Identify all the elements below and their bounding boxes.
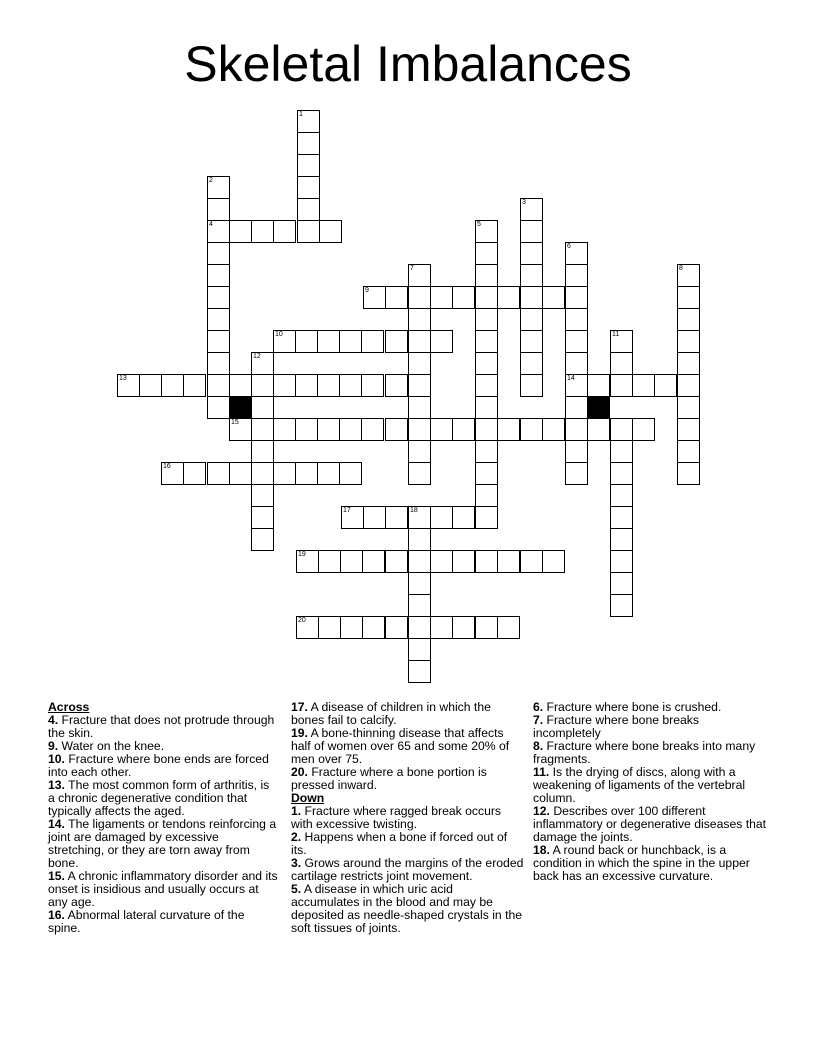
crossword-cell[interactable] [565,374,588,397]
crossword-cell[interactable] [317,330,340,353]
crossword-cell[interactable] [297,176,320,199]
crossword-cell[interactable] [408,594,431,617]
crossword-cell[interactable] [139,374,162,397]
crossword-cell[interactable] [207,198,230,221]
crossword-cell[interactable] [362,550,385,573]
clue-item-number: 16. [48,908,65,922]
crossword-cell[interactable] [542,550,565,573]
crossword-cell[interactable] [385,330,408,353]
crossword-cell[interactable] [677,440,700,463]
crossword-cell[interactable] [408,550,431,573]
crossword-cell[interactable] [207,330,230,353]
black-square [229,396,252,419]
crossword-cell[interactable] [297,110,320,133]
crossword-cell[interactable] [565,286,588,309]
crossword-cell[interactable] [475,616,498,639]
crossword-cell[interactable] [340,616,363,639]
crossword-cell[interactable] [273,418,296,441]
crossword-cell[interactable] [475,396,498,419]
crossword-cell[interactable] [295,418,318,441]
crossword-cell[interactable] [207,308,230,331]
page-title: Skeletal Imbalances [184,36,632,92]
clue-item-number: 6. [533,700,544,714]
crossword-cell[interactable] [318,550,341,573]
crossword-cell[interactable] [520,352,543,375]
crossword-cell[interactable] [520,550,543,573]
crossword-cell[interactable] [677,374,700,397]
crossword-cell[interactable] [497,550,520,573]
clue-item-number: 9. [48,739,59,753]
clue-item-text: Happens when a bone if forced out of its. [291,830,508,857]
clue-number: 5 [477,221,481,228]
clue-number: 14 [567,375,575,382]
clue-number: 8 [679,265,683,272]
crossword-cell[interactable] [317,462,340,485]
crossword-cell[interactable] [251,418,274,441]
crossword-cell[interactable] [161,462,184,485]
clue-item-number: 11. [533,765,550,779]
clue-item-number: 17. [291,700,308,714]
crossword-cell[interactable] [610,440,633,463]
crossword-cell[interactable] [362,616,385,639]
clue-number: 18 [410,507,418,514]
crossword-cell[interactable] [408,352,431,375]
clue-number: 1 [299,111,303,118]
clue-item [291,766,524,792]
clue-item-text: A round back or hunchback, is a condition in which the spine in the upper back has an excessive curvature. [533,843,750,883]
across-clue-list-continued [291,701,524,792]
clue-item-text: The most common form of arthritis, is a chronic degenerative condition that typically affects the aged. [48,778,270,818]
clue-item-number: 4. [48,713,59,727]
crossword-cell[interactable] [229,462,252,485]
crossword-cell[interactable] [520,286,543,309]
crossword-cell[interactable] [408,418,431,441]
crossword-cell[interactable] [363,286,386,309]
clue-item-number: 7. [533,713,544,727]
crossword-cell[interactable] [520,308,543,331]
clue-item [48,714,278,740]
crossword-cell[interactable] [610,374,633,397]
crossword-cell[interactable] [408,638,431,661]
crossword-cell[interactable] [251,484,274,507]
crossword-cell[interactable] [207,242,230,265]
clue-item-text: Describes over 100 different inflammatory or degenerative diseases that damage the joints. [533,804,767,844]
clue-number: 6 [567,243,571,250]
crossword-cell[interactable] [475,462,498,485]
crossword-cell[interactable] [361,418,384,441]
crossword-cell[interactable] [207,286,230,309]
crossword-cell[interactable] [497,616,520,639]
clue-item-text: Fracture where a bone portion is pressed inward. [291,765,487,792]
crossword-cell[interactable] [363,506,386,529]
clue-number: 12 [253,353,261,360]
clues-column-3 [533,701,768,883]
clue-number: 20 [298,617,306,624]
crossword-cell[interactable] [207,462,230,485]
crossword-cell[interactable] [385,374,408,397]
clue-item-text: Grows around the margins of the eroded cartilage restricts joint movement. [291,856,524,883]
clues-column-1 [48,701,278,935]
clue-item [291,805,524,831]
crossword-cell[interactable] [520,374,543,397]
crossword-cell[interactable] [408,506,431,529]
clue-item-number: 15. [48,869,65,883]
crossword-cell[interactable] [229,418,252,441]
crossword-cell[interactable] [677,396,700,419]
crossword-cell[interactable] [251,528,274,551]
crossword-cell[interactable] [654,374,677,397]
crossword-cell[interactable] [408,528,431,551]
down-clue-list-continued [533,701,768,883]
crossword-cell[interactable] [408,396,431,419]
crossword-cell[interactable] [408,572,431,595]
crossword-cell[interactable] [408,616,431,639]
clue-item-text: Fracture where bone breaks incompletely [533,713,699,740]
crossword-cell[interactable] [430,418,453,441]
crossword-cell[interactable] [542,286,565,309]
clue-number: 19 [298,551,306,558]
clue-item-text: Fracture where ragged break occurs with excessive twisting. [291,804,502,831]
clue-item-number: 10. [48,752,65,766]
crossword-cell[interactable] [520,418,543,441]
crossword-cell[interactable] [610,352,633,375]
crossword-cell[interactable] [520,264,543,287]
crossword-cell[interactable] [207,176,230,199]
clue-number: 15 [231,419,239,426]
crossword-cell[interactable] [251,220,274,243]
clue-item [291,857,524,883]
crossword-cell[interactable] [408,286,431,309]
crossword-cell[interactable] [542,418,565,441]
crossword-cell[interactable] [497,286,520,309]
crossword-cell[interactable] [677,352,700,375]
crossword-cell[interactable] [317,374,340,397]
crossword-cell[interactable] [207,374,230,397]
crossword-cell[interactable] [475,550,498,573]
crossword-cell[interactable] [340,550,363,573]
clue-item-text: Fracture that does not protrude through the skin. [48,713,275,740]
crossword-cell[interactable] [408,462,431,485]
crossword-cell[interactable] [475,220,498,243]
crossword-cell[interactable] [632,418,655,441]
crossword-cell[interactable] [297,198,320,221]
clue-item-text: Fracture where bone breaks into many fragments. [533,739,756,766]
crossword-cell[interactable] [475,418,498,441]
crossword-cell[interactable] [677,418,700,441]
crossword-cell[interactable] [475,308,498,331]
crossword-cell[interactable] [610,330,633,353]
crossword-cell[interactable] [587,418,610,441]
clue-item-text: Is the drying of discs, along with a weakening of ligaments of the vertebral column. [533,765,746,805]
crossword-cell[interactable] [565,242,588,265]
clue-item-text: A disease of children in which the bones fail to calcify. [291,700,491,727]
clue-item [291,701,524,727]
crossword-cell[interactable] [677,330,700,353]
crossword-cell[interactable] [319,220,342,243]
clue-item-text: A bone-thinning disease that affects half of women over 65 and some 20% of men over 75. [291,726,510,766]
crossword-cell[interactable] [452,616,475,639]
crossword-cell[interactable] [610,594,633,617]
clue-item-text: A disease in which uric acid accumulates in the blood and may be deposited as needle-shaped crystals in the soft tissues of joints. [291,882,523,935]
down-clue-list [291,805,524,935]
clues-column-2 [291,701,524,935]
clue-number: 9 [365,287,369,294]
crossword-cell[interactable] [339,418,362,441]
clue-number: 16 [163,463,171,470]
clue-item-number: 3. [291,856,302,870]
crossword-cell[interactable] [520,242,543,265]
crossword-cell[interactable] [497,418,520,441]
clue-item [48,818,278,870]
crossword-cell[interactable] [408,264,431,287]
clue-item [291,883,524,935]
crossword-cell[interactable] [565,264,588,287]
crossword-cell[interactable] [677,308,700,331]
crossword-cell[interactable] [251,440,274,463]
clue-item-number: 5. [291,882,302,896]
crossword-cell[interactable] [610,528,633,551]
crossword-cell[interactable] [361,374,384,397]
crossword-cell[interactable] [677,264,700,287]
clue-item [48,909,278,935]
clue-item-number: 19. [291,726,308,740]
clue-item-number: 8. [533,739,544,753]
crossword-cell[interactable] [183,462,206,485]
clue-number: 7 [410,265,414,272]
crossword-cell[interactable] [610,572,633,595]
crossword-cell[interactable] [408,308,431,331]
crossword-cell[interactable] [295,330,318,353]
crossword-cell[interactable] [229,220,252,243]
clue-item [533,844,768,883]
clue-number: 11 [612,331,620,338]
crossword-cell[interactable] [207,352,230,375]
crossword-cell[interactable] [339,462,362,485]
clue-number: 3 [522,199,526,206]
crossword-cell[interactable] [475,484,498,507]
crossword-cell[interactable] [565,462,588,485]
clue-item-number: 1. [291,804,302,818]
clue-item-number: 14. [48,817,65,831]
clue-item-number: 2. [291,830,302,844]
crossword-cell[interactable] [610,484,633,507]
crossword-cell[interactable] [385,506,408,529]
clue-number: 4 [209,221,213,228]
crossword-cell[interactable] [430,286,453,309]
crossword-cell[interactable] [452,506,475,529]
crossword-cell[interactable] [610,418,633,441]
crossword-cell[interactable] [452,286,475,309]
crossword-cell[interactable] [317,418,340,441]
clue-item [291,727,524,766]
crossword-cell[interactable] [295,374,318,397]
crossword-cell[interactable] [251,396,274,419]
crossword-cell[interactable] [475,440,498,463]
crossword-cell[interactable] [565,352,588,375]
crossword-cell[interactable] [565,396,588,419]
clue-item-text: The ligaments or tendons reinforcing a joint are damaged by excessive stretching, or they are torn away from bone. [48,817,277,870]
crossword-cell[interactable] [677,462,700,485]
crossword-cell[interactable] [296,550,319,573]
crossword-cell[interactable] [207,220,230,243]
crossword-cell[interactable] [565,440,588,463]
clue-item [48,753,278,779]
clue-item [48,779,278,818]
across-heading: Across [48,700,90,714]
crossword-cell[interactable] [475,352,498,375]
crossword-cell[interactable] [296,616,319,639]
clue-item [48,870,278,909]
crossword-cell[interactable] [475,330,498,353]
crossword-cell[interactable] [610,462,633,485]
crossword-cell[interactable] [408,660,431,683]
crossword-cell[interactable] [251,374,274,397]
clue-item-number: 20. [291,765,308,779]
crossword-cell[interactable] [295,462,318,485]
crossword-cell[interactable] [475,264,498,287]
crossword-cell[interactable] [610,506,633,529]
crossword-cell[interactable] [520,330,543,353]
crossword-cell[interactable] [385,550,408,573]
crossword-cell[interactable] [565,330,588,353]
crossword-cell[interactable] [341,506,364,529]
crossword-cell[interactable] [430,616,453,639]
clue-item-text: A chronic inflammatory disorder and its onset is insidious and usually occurs at any age. [48,869,278,909]
crossword-cell[interactable] [385,616,408,639]
crossword-cell[interactable] [475,374,498,397]
clue-item-number: 13. [48,778,65,792]
crossword-cell[interactable] [385,286,408,309]
clue-item-number: 12. [533,804,550,818]
crossword-cell[interactable] [475,286,498,309]
crossword-cell[interactable] [430,330,453,353]
across-clue-list [48,714,278,935]
crossword-cell[interactable] [475,242,498,265]
crossword-cell[interactable] [565,418,588,441]
crossword-cell[interactable] [677,286,700,309]
crossword-cell[interactable] [339,374,362,397]
crossword-cell[interactable] [251,352,274,375]
clue-item [291,831,524,857]
crossword-cell[interactable] [610,550,633,573]
crossword-cell[interactable] [297,154,320,177]
crossword-cell[interactable] [297,220,320,243]
crossword-cell[interactable] [273,374,296,397]
crossword-cell[interactable] [183,374,206,397]
crossword-cell[interactable] [161,374,184,397]
clue-number: 17 [343,507,351,514]
crossword-cell[interactable] [587,374,610,397]
clue-item-text: Abnormal lateral curvature of the spine. [48,908,245,935]
clue-item-number: 18. [533,843,550,857]
crossword-cell[interactable] [251,462,274,485]
crossword-cell[interactable] [117,374,140,397]
crossword-cell[interactable] [251,506,274,529]
crossword-cell[interactable] [273,462,296,485]
crossword-cell[interactable] [475,506,498,529]
crossword-cell[interactable] [408,330,431,353]
crossword-cell[interactable] [565,308,588,331]
black-square [587,396,610,419]
crossword-cell[interactable] [520,198,543,221]
crossword-cell[interactable] [452,550,475,573]
crossword-cell[interactable] [452,418,475,441]
down-heading: Down [291,791,325,805]
clue-item [533,740,768,766]
crossword-cell[interactable] [385,418,408,441]
clue-number: 13 [119,375,127,382]
crossword-cell[interactable] [520,220,543,243]
crossword-cell[interactable] [207,264,230,287]
crossword-cell[interactable] [273,220,296,243]
crossword-cell[interactable] [318,616,341,639]
crossword-cell[interactable] [273,330,296,353]
clue-item [533,714,768,740]
clue-item [533,766,768,805]
crossword-cell[interactable] [430,550,453,573]
crossword-cell[interactable] [339,330,362,353]
clue-item-text: Fracture where bone is crushed. [543,700,722,714]
crossword-cell[interactable] [408,440,431,463]
crossword-cell[interactable] [297,132,320,155]
clue-number: 2 [209,177,213,184]
crossword-cell[interactable] [632,374,655,397]
crossword-cell[interactable] [229,374,252,397]
clue-item-text: Water on the knee. [58,739,165,753]
crossword-cell[interactable] [408,374,431,397]
clue-item-text: Fracture where bone ends are forced into each other. [48,752,269,779]
crossword-cell[interactable] [361,330,384,353]
crossword-cell[interactable] [207,396,230,419]
clue-item [533,805,768,844]
clue-number: 10 [275,331,283,338]
crossword-cell[interactable] [430,506,453,529]
